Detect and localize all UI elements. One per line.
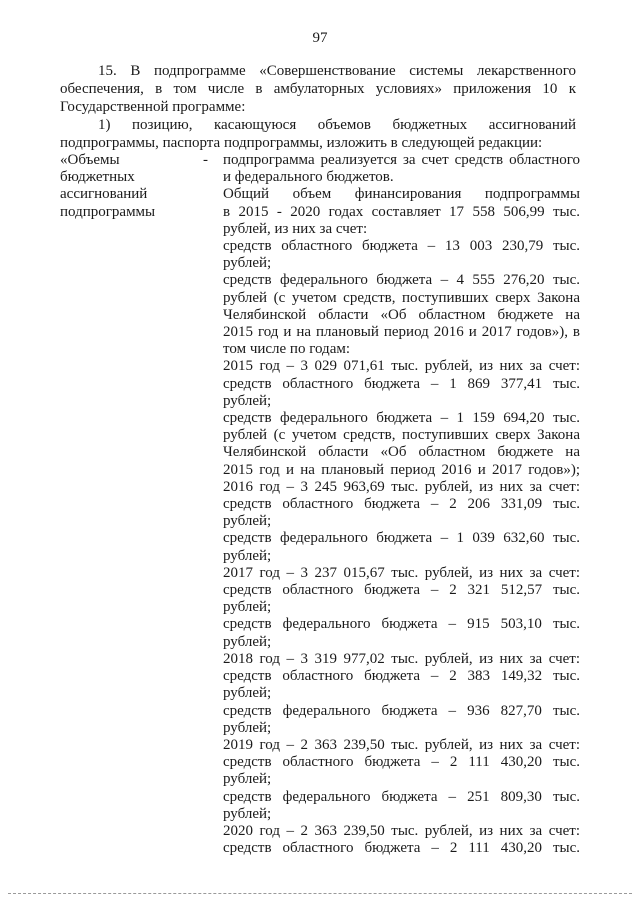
row-content [223,152,580,857]
row-content-line: рублей; [223,547,272,564]
row-label-line: бюджетных [60,169,135,186]
row-content-line: средств федерального бюджета – 1 039 632,60 тыс. [223,530,580,547]
row-content-line: рублей; [223,805,272,822]
row-content-line: 2020 год – 2 363 239,50 тыс. рублей, из них за счет: [223,822,580,839]
row-label-line: подпрограммы [60,203,156,220]
intro-line: 15. В подпрограмме «Совершенствование системы лекарственного [98,63,576,79]
row-content-line: в 2015 - 2020 годах составляет 17 558 506,99 тыс. [223,203,580,220]
row-content-line: 2018 год – 3 319 977,02 тыс. рублей, из них за счет: [223,650,580,667]
row-content-line: 2017 год – 3 237 015,67 тыс. рублей, из них за счет: [223,564,580,581]
row-content-line: 2019 год – 2 363 239,50 тыс. рублей, из них за счет: [223,736,580,753]
row-content-line: средств областного бюджета – 2 111 430,20 тыс. [223,754,580,771]
row-content-line: рублей (с учетом средств, поступивших сверх Закона [223,289,580,306]
row-content-line: средств областного бюджета – 2 111 430,20 тыс. [223,840,580,857]
row-label-line: «Объемы [60,152,120,168]
row-content-line: Челябинской области «Об областном бюджете на [223,306,580,323]
row-dash: - [203,152,208,168]
scan-edge-line [8,893,632,894]
row-content-line: средств областного бюджета – 13 003 230,79 тыс. [223,238,580,255]
row-content-line: Челябинской области «Об областном бюджете на [223,444,580,461]
row-content-line: Общий объем финансирования подпрограммы [223,186,580,203]
page-number: 97 [312,30,328,46]
row-content-line: и федерального бюджетов. [223,169,394,186]
row-content-line: средств федерального бюджета – 1 159 694,20 тыс. [223,410,580,427]
row-content-line: рублей; [223,633,272,650]
row-content-line: средств областного бюджета – 2 383 149,32 тыс. [223,668,580,685]
row-content-line: средств федерального бюджета – 915 503,10 тыс. [223,616,580,633]
row-label-line: ассигнований [60,186,148,203]
row-content-line: средств федерального бюджета – 936 827,70 тыс. [223,702,580,719]
row-content-line: рублей, из них за счет: [223,220,368,237]
row-content-line: рублей; [223,685,272,702]
row-content-line: 2015 год и на плановый период 2016 и 2017 годов»); [223,461,580,478]
intro-line: 1) позицию, касающуюся объемов бюджетных ассигнований [98,117,576,133]
intro-line: подпрограммы, паспорта подпрограммы, изложить в следующей редакции: [60,135,543,151]
intro-line: обеспечения, в том числе в амбулаторных условиях» приложения 10 к [60,81,576,97]
row-content-line: рублей; [223,771,272,788]
row-content-line: средств областного бюджета – 2 206 331,09 тыс. рублей; [223,496,580,530]
row-content-line: рублей; [223,599,272,616]
row-content-line: 2015 год и на плановый период 2016 и 2017 годов»), в [223,324,580,341]
row-content-line: средств областного бюджета – 2 321 512,57 тыс. [223,582,580,599]
row-label [60,152,195,221]
row-content-line: рублей; [223,255,272,272]
row-content-line: средств федерального бюджета – 251 809,30 тыс. [223,788,580,805]
intro-line: Государственной программе: [60,99,246,115]
row-content-line: средств федерального бюджета – 4 555 276,20 тыс. [223,272,580,289]
row-content-line: рублей (с учетом средств, поступивших сверх Закона [223,427,580,444]
row-content-line: 2016 год – 3 245 963,69 тыс. рублей, из них за счет: [223,478,580,495]
row-content-line: средств областного бюджета – 1 869 377,41 тыс. рублей; [223,375,580,409]
intro-paragraph [60,62,576,152]
row-content-line: том числе по годам: [223,341,351,358]
row-content-line: рублей; [223,719,272,736]
row-content-line: 2015 год – 3 029 071,61 тыс. рублей, из них за счет: [223,358,580,375]
row-content-line: подпрограмма реализуется за счет средств областного [223,152,580,168]
